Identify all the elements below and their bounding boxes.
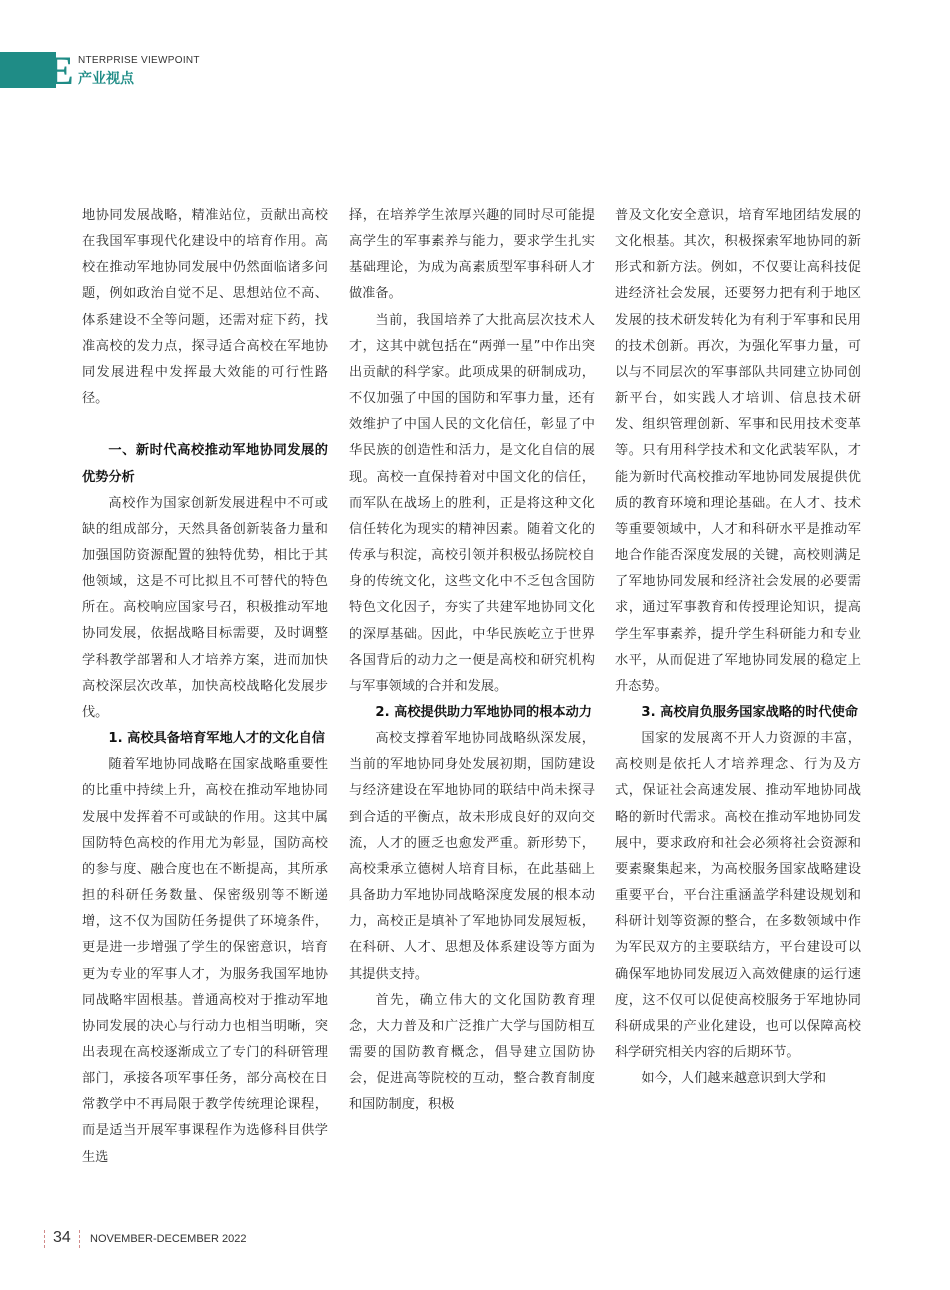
body-paragraph: 普及文化安全意识，培育军地团结发展的文化根基。其次，积极探索军地协同的新形式和新方法。例如，不仅要让高科技促进经济社会发展，还要努力把有利于地区发展的技术研发转化为有利于军事和民用的技术创新。再次，为强化军事力量，可以与不同层次的军事部队共同建立协同创新平台，如实践人才培训、信息技术研发、组织管理创新、军事和民用技术变革等。只有用科学技术和文化武装军队，才能为新时代高校推动军地协同发展提供优质的教育环境和理论基础。在人才、技术等重要领域中，人才和科研水平是推动军地合作能否深度发展的关键，高校则满足了军地协同发展和经济社会发展的必要需求，通过军事教育和传授理论知识，提高学生军事素养，提升学生科研能力和专业水平，从而促进了军地协同发展的稳定上升态势。 (615, 208, 861, 694)
section-heading: 1. 高校具备培育军地人才的文化自信 (108, 731, 325, 747)
section-heading: 3. 高校肩负服务国家战略的时代使命 (641, 704, 858, 720)
body-paragraph: 国家的发展离不开人力资源的丰富，高校则是依托人才培养理念、行为及方式，保证社会高速发展、推动军地协同战略的新时代需求。高校在推动军地协同发展中，要求政府和社会必须将社会资源和要素聚集起来，为高校服务国家战略建设重要平台，平台注重涵盖学科建设规划和科研计划等资源的整合，在多数领域中作为军民双方的主要联结方，平台建设可以确保军地协同发展迈入高效健康的运行速度，这不仅可以促使高校服务于军地协同科研成果的产业化建设，也可以保障高校科学研究相关内容的后期环节。 (615, 731, 861, 1060)
body-paragraph: 高校支撑着军地协同战略纵深发展，当前的军地协同身处发展初期，国防建设与经济建设在军地协同的联结中尚未探寻到合适的平衡点，故未形成良好的双向交流，人才的匮乏也愈发严重。新形势下，高校秉承立德树人培育目标，在此基础上具备助力军地协同战略深度发展的根本动力，高校正是填补了军地协同发展短板，在科研、人才、思想及体系建设等方面为其提供支持。 (349, 731, 595, 982)
section-heading: 一、新时代高校推动军地协同发展的优势分析 (82, 443, 328, 485)
header-logo-letter: E (47, 48, 74, 93)
body-paragraph: 随着军地协同战略在国家战略重要性的比重中持续上升，高校在推动军地协同发展中发挥着不可或缺的作用。这其中属国防特色高校的作用尤为彰显，国防高校的参与度、融合度也在不断提高，其所承担的科研任务数量、保密级别等不断递增，这不仅为国防任务提供了环境条件，更是进一步增强了学生的保密意识，培育更为专业的军事人才，为服务我国军地协同战略牢固根基。普通高校对于推动军地协同发展的决心与行动力也相当明晰，突出表现在高校逐渐成立了专门的科研管理部门，承接各项军事任务，部分高校在日常教学中不再局限于教学传统理论课程，而是适当开展军事课程作为选修科目供学生选 (82, 757, 328, 1165)
body-paragraph: 当前，我国培养了大批高层次技术人才，这其中就包括在“两弹一星”中作出突出贡献的科学家。此项成果的研制成功，不仅加强了中国的国防和军事力量，还有效维护了中国人民的文化信任，彰显了中华民族的创造性和活力，是文化自信的展现。高校一直保持着对中国文化的信任，而军队在战场上的胜利，正是将这种文化信任转化为现实的精神因素。随着文化的传承与积淀，高校引领并积极弘扬院校自身的传统文化，这些文化中不乏包含国防特色文化因子，夯实了共建军地协同文化的深厚基础。因此，中华民族屹立于世界各国背后的动力之一便是高校和研究机构与军事领域的合并和发展。 (349, 312, 595, 694)
footer-divider-left (44, 1230, 45, 1248)
body-paragraph: 高校作为国家创新发展进程中不可或缺的组成部分，天然具备创新装备力量和加强国防资源配置的独特优势，相比于其他领域，这是不可比拟且不可替代的特色所在。高校响应国家号召，积极推动军地协同发展，依据战略目标需要，及时调整学科教学部署和人才培养方案，进而加快高校深层次改革，加快高校战略化发展步伐。 (82, 495, 328, 720)
body-paragraph: 如今，人们越来越意识到大学和 (641, 1071, 827, 1087)
page-number: 34 (53, 1229, 71, 1246)
footer-divider-right (79, 1230, 80, 1248)
column-2 (349, 203, 595, 1118)
body-paragraph: 地协同发展战略，精准站位，贡献出高校在我国军事现代化建设中的培育作用。高校在推动军地协同发展中仍然面临诸多问题，例如政治自觉不足、思想站位不高、体系建设不全等问题，还需对症下药，找准高校的发力点，探寻适合高校在军地协同发展进程中发挥最大效能的可行性路径。 (82, 208, 328, 407)
body-paragraph: 择，在培养学生浓厚兴趣的同时尽可能提高学生的军事素养与能力，要求学生扎实基础理论，为成为高素质型军事科研人才做准备。 (349, 208, 595, 302)
section-heading: 2. 高校提供助力军地协同的根本动力 (375, 704, 592, 720)
column-1 (82, 203, 328, 1171)
issue-date: NOVEMBER-DECEMBER 2022 (90, 1233, 247, 1245)
header-chinese-title: 产业视点 (78, 71, 134, 87)
paragraph-gap (82, 412, 328, 438)
column-3 (615, 203, 861, 1092)
header-english-title: NTERPRISE VIEWPOINT (78, 55, 200, 66)
body-paragraph: 首先，确立伟大的文化国防教育理念，大力普及和广泛推广大学与国防相互需要的国防教育概念，倡导建立国防协会，促进高等院校的互动，整合教育制度和国防制度，积极 (349, 992, 595, 1113)
